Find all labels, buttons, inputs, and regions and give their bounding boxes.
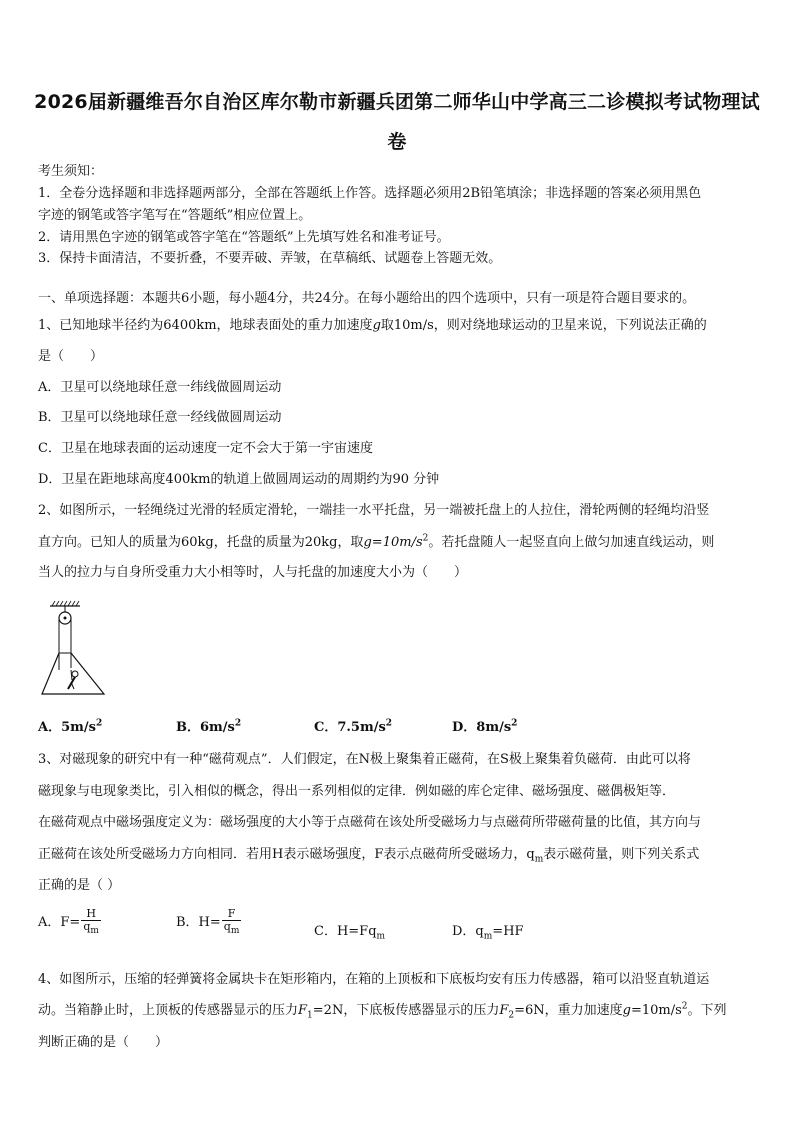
notice-item: 3．保持卡面清洁，不要折叠，不要弄破、弄皱，在草稿纸、试题卷上答题无效。: [38, 251, 502, 266]
q1-option-c[interactable]: C．卫星在地球表面的运动速度一定不会大于第一宇宙速度: [38, 441, 373, 456]
q2-stem-line1: 2、如图所示，一轻绳绕过光滑的轻质定滑轮，一端挂一水平托盘，另一端被托盘上的人拉住，滑轮两侧的轻绳均沿竖: [38, 503, 710, 518]
notice-heading: 考生须知：: [38, 164, 104, 179]
q2-option-a[interactable]: A．$5m/s^2$: [38, 718, 103, 735]
q4-stem-line3: 判断正确的是（ ）: [38, 1035, 169, 1050]
q3-option-a[interactable]: A．F= $\frac{H}{q_m}$: [38, 907, 99, 937]
pulley-tray-figure: [38, 598, 108, 698]
q1-stem-line2: 是（ ）: [38, 349, 104, 364]
q4-stem-line1: 4、如图所示，压缩的轻弹簧将金属块卡在矩形箱内，在箱的上顶板和下底板均安有压力传感器，箱可以沿竖直轨道运: [38, 972, 710, 987]
fraction: $\frac{H}{q_m}$: [83, 907, 99, 937]
notice-item: 字迹的钢笔或答字笔写在“答题纸”相应位置上。: [38, 208, 312, 223]
section-heading: 一、单项选择题：本题共6小题，每小题4分，共24分。在每小题给出的四个选项中，只有一项是符合题目要求的。: [38, 291, 696, 306]
q3-stem-line3: 在磁荷观点中磁场强度定义为：磁场强度的大小等于点磁荷在该处所受磁场力与点磁荷所带磁荷量的比值，其方向与: [38, 815, 702, 830]
q4-stem-line2: 动。当箱静止时，上顶板的传感器显示的压力$F_1=2N$，下底板传感器显示的压力$F_2=6N$，重力加速度$g=10m/s^2$。下列: [38, 1001, 727, 1021]
q1-stem-line1: 1、已知地球半径约为6400km，地球表面处的重力加速度g取10m/s，则对绕地球运动的卫星来说，下列说法正确的: [38, 318, 707, 333]
q2-stem-line2: 直方向。已知人的质量为60kg，托盘的质量为20kg，取$g=10m/s^2$。若托盘随人一起竖直向上做匀加速直线运动，则: [38, 533, 715, 550]
q3-option-d[interactable]: D．$q_m=HF$: [452, 924, 524, 942]
q3-stem-line1: 3、对磁现象的研究中有一种“磁荷观点”．人们假定，在N极上聚集着正磁荷，在S极上聚集着负磁荷．由此可以将: [38, 752, 691, 767]
q2-stem-line3: 当人的拉力与自身所受重力大小相等时，人与托盘的加速度大小为（ ）: [38, 565, 468, 580]
exam-title-line1: 2026届新疆维吾尔自治区库尔勒市新疆兵团第二师华山中学高三二诊模拟考试物理试: [34, 91, 760, 113]
q2-option-b[interactable]: B．$6m/s^2$: [176, 718, 242, 735]
q1-option-a[interactable]: A．卫星可以绕地球任意一纬线做圆周运动: [38, 380, 282, 395]
q3-stem-line4: 正磁荷在该处所受磁场力方向相同．若用H表示磁场强度，F表示点磁荷所受磁场力，$q_m$表示磁荷量，则下列关系式: [38, 847, 700, 865]
q3-option-b[interactable]: B．H= $\frac{F}{q_m}$: [176, 907, 240, 937]
q3-stem-line5: 正确的是（ ）: [38, 878, 121, 893]
fraction: $\frac{F}{q_m}$: [223, 907, 240, 937]
exam-title-line2: 卷: [387, 131, 407, 153]
q3-stem-line2: 磁现象与电现象类比，引入相似的概念，得出一系列相似的定律．例如磁的库仑定律、磁场强度、磁偶极矩等．: [38, 784, 676, 799]
exam-title: [30, 82, 764, 162]
notice-item: 1．全卷分选择题和非选择题两部分，全部在答题纸上作答。选择题必须用2B铅笔填涂；非选择题的答案必须用黑色: [38, 186, 702, 201]
notice-item: 2．请用黑色字迹的钢笔或答字笔在“答题纸”上先填写姓名和准考证号。: [38, 230, 450, 245]
q1-option-b[interactable]: B．卫星可以绕地球任意一经线做圆周运动: [38, 410, 282, 425]
q3-option-c[interactable]: C．$H=Fq_m$: [314, 924, 386, 942]
q2-option-c[interactable]: C．$7.5m/s^2$: [314, 718, 393, 735]
q1-option-d[interactable]: D．卫星在距地球高度400km的轨道上做圆周运动的周期约为90 分钟: [38, 472, 440, 487]
q2-option-d[interactable]: D．$8m/s^2$: [452, 718, 518, 735]
